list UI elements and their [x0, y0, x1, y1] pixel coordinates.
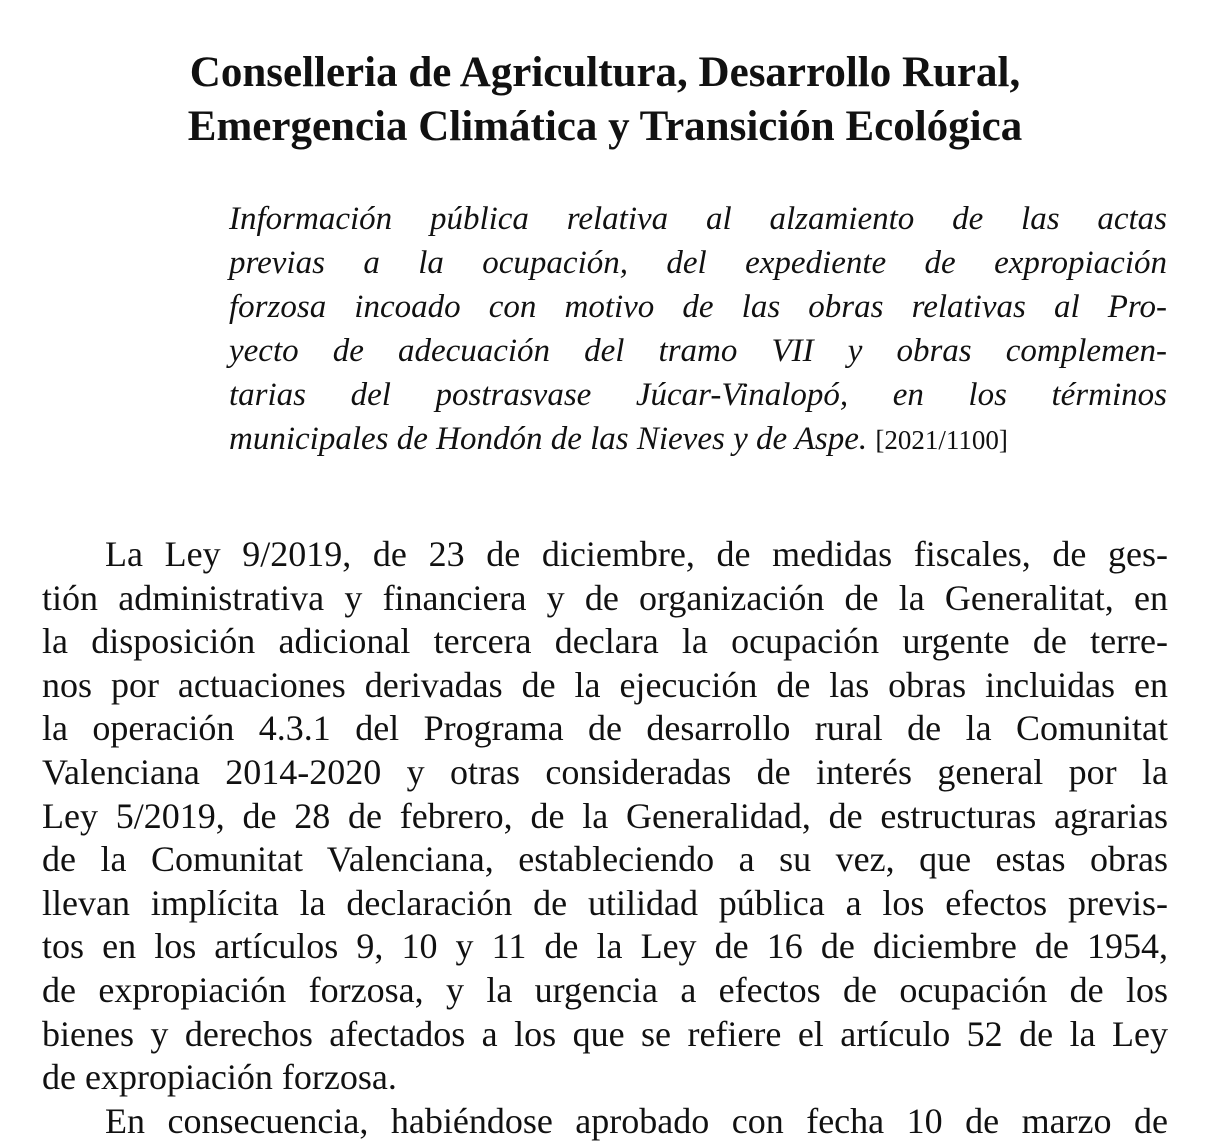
- summary-line: previas a la ocupación, del expediente de expropiación: [229, 245, 1167, 281]
- body-line: tos en los artículos 9, 10 y 11 de la Ley de 16 de diciembre de 1954,: [42, 926, 1168, 967]
- body-line: la disposición adicional tercera declara la ocupación urgente de terre-: [42, 621, 1168, 662]
- body-line: tión administrativa y financiera y de organización de la Generalitat, en: [42, 577, 1168, 618]
- summary-line: yecto de adecuación del tramo VII y obras complemen-: [229, 333, 1167, 369]
- body-line: Ley 5/2019, de 28 de febrero, de la Generalidad, de estructuras agrarias: [42, 795, 1168, 836]
- body-line-partial: En consecuencia, habiéndose aprobado con fecha 10 de marzo de: [105, 1100, 1168, 1141]
- department-heading: [40, 46, 1170, 154]
- summary-line: tarias del postrasvase Júcar-Vinalopó, en los términos: [229, 377, 1167, 413]
- summary-line: Información pública relativa al alzamiento de las actas: [229, 201, 1167, 237]
- body-line: llevan implícita la declaración de utilidad pública a los efectos previs-: [42, 882, 1168, 923]
- body-line: bienes y derechos afectados a los que se refiere el artículo 52 de la Ley: [42, 1013, 1168, 1054]
- announcement-summary: [229, 197, 1167, 462]
- body-text: [42, 533, 1168, 1143]
- body-line: de expropiación forzosa, y la urgencia a efectos de ocupación de los: [42, 969, 1168, 1010]
- body-line: de expropiación forzosa.: [42, 1057, 397, 1098]
- body-line: nos por actuaciones derivadas de la ejecución de las obras incluidas en: [42, 664, 1168, 705]
- body-line: de la Comunitat Valenciana, estableciendo a su vez, que estas obras: [42, 839, 1168, 880]
- summary-line: forzosa incoado con motivo de las obras relativas al Pro-: [229, 289, 1167, 325]
- heading-line-2: Emergencia Climática y Transición Ecológica: [187, 103, 1023, 150]
- document-reference: [2021/1100]: [875, 425, 1008, 455]
- body-line: Valenciana 2014-2020 y otras consideradas de interés general por la: [42, 751, 1168, 792]
- summary-line: municipales de Hondón de las Nieves y de Aspe.: [229, 421, 868, 457]
- body-line: La Ley 9/2019, de 23 de diciembre, de medidas fiscales, de ges-: [105, 534, 1168, 574]
- body-line: la operación 4.3.1 del Programa de desarrollo rural de la Comunitat: [42, 708, 1168, 749]
- summary-last-line: [229, 417, 1167, 462]
- heading-line-1: Conselleria de Agricultura, Desarrollo Rural,: [189, 49, 1021, 96]
